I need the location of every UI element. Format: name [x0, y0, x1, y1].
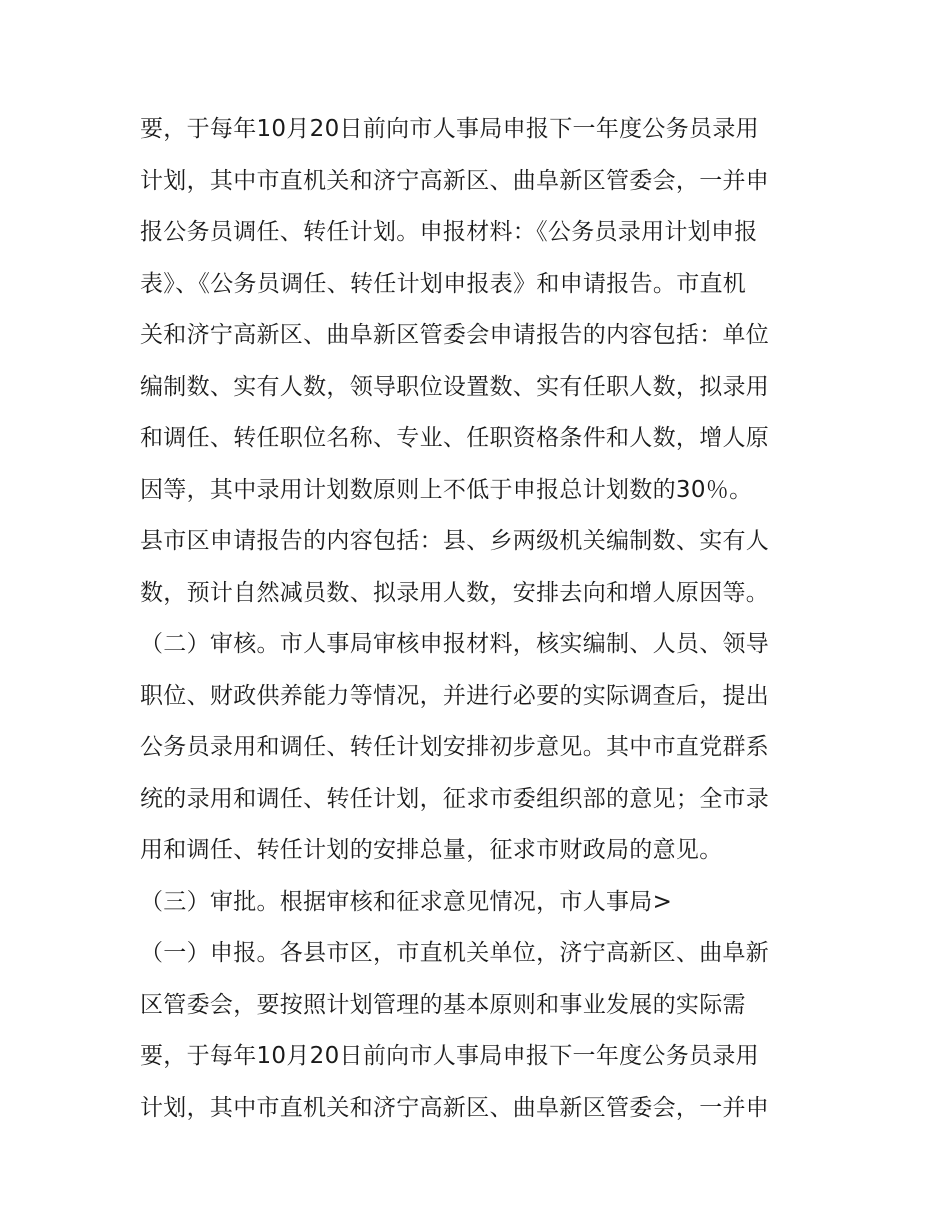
text-line: 关和济宁高新区、曲阜新区管委会申请报告的内容包括：单位 [140, 322, 770, 348]
text-line: 公务员录用和调任、转任计划安排初步意见。其中市直党群系 [140, 734, 770, 760]
text-line: 数，预计自然减员数、拟录用人数，安排去向和增人原因等。 [140, 579, 770, 606]
text-line: 要，于每年10月20日前向市人事局申报下一年度公务员录用 [140, 1043, 759, 1069]
text-line: 计划，其中市直机关和济宁高新区、曲阜新区管委会，一并申 [140, 167, 770, 194]
text-line: 和调任、转任职位名称、专业、任职资格条件和人数，增人原 [140, 425, 770, 451]
text-line: 用和调任、转任计划的安排总量，征求市财政局的意见。 [140, 837, 723, 863]
text-line: 县市区申请报告的内容包括：县、乡两级机关编制数、实有人 [140, 528, 770, 554]
body-text [140, 104, 830, 1134]
text-line: 要，于每年10月20日前向市人事局申报下一年度公务员录用 [140, 116, 759, 142]
text-line: （三）审批。根据审核和征求意见情况，市人事局> [140, 888, 673, 915]
text-line: 区管委会，要按照计划管理的基本原则和事业发展的实际需 [140, 991, 746, 1018]
text-line: 因等，其中录用计划数原则上不低于申报总计划数的30％。 [140, 476, 753, 503]
text-line: 表》、《公务员调任、转任计划申报表》和申请报告。市直机 [140, 270, 747, 297]
text-line: 计划，其中市直机关和济宁高新区、曲阜新区管委会，一并申 [140, 1094, 770, 1121]
text-line: 职位、财政供养能力等情况，并进行必要的实际调查后，提出 [140, 682, 770, 709]
text-line: （二）审核。市人事局审核申报材料，核实编制、人员、领导 [140, 631, 770, 657]
text-line: （一）申报。各县市区，市直机关单位，济宁高新区、曲阜新 [140, 940, 770, 966]
text-line: 编制数、实有人数，领导职位设置数、实有任职人数，拟录用 [140, 373, 770, 400]
text-line: 报公务员调任、转任计划。申报材料：《公务员录用计划申报 [140, 219, 758, 245]
text-line: 统的录用和调任、转任计划，征求市委组织部的意见；全市录 [140, 785, 770, 812]
